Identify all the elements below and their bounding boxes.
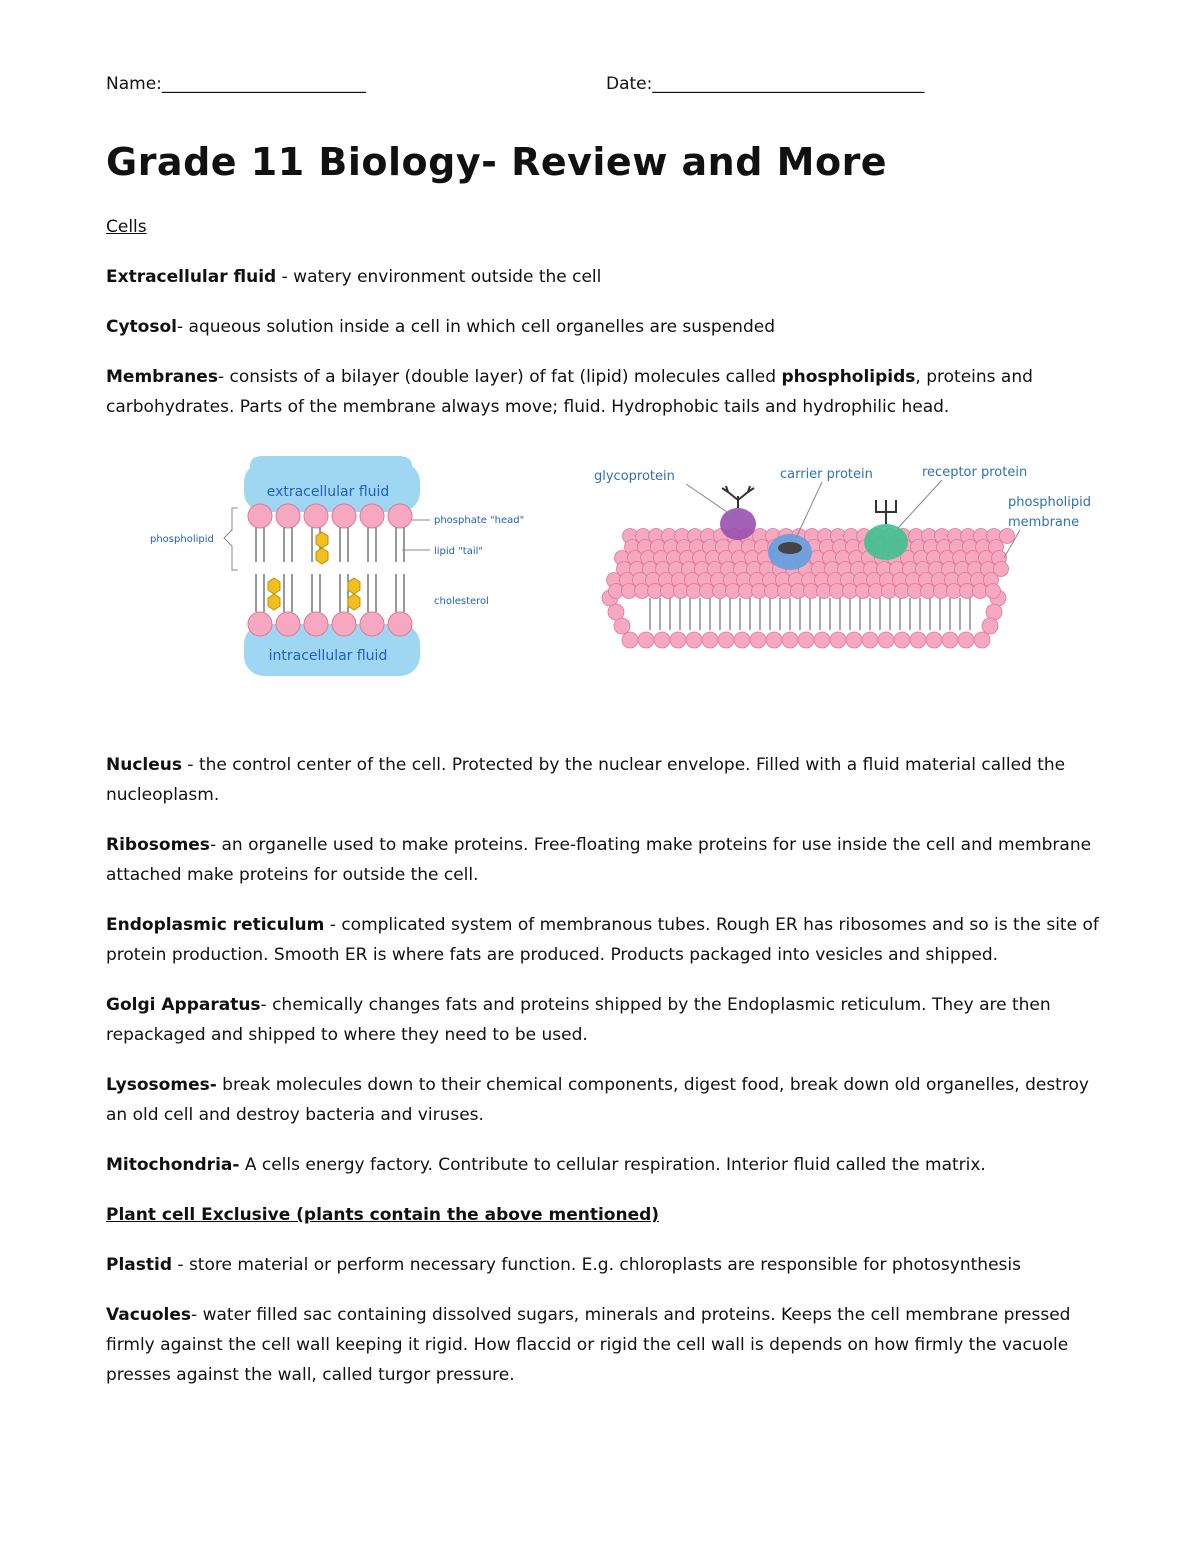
- cells-heading-text: Cells: [106, 217, 147, 237]
- bottom-head: [638, 632, 654, 648]
- cholesterol-3: [348, 578, 360, 610]
- bottom-head: [894, 632, 910, 648]
- definition-text: - aqueous solution inside a cell in which cell organelles are suspended: [177, 317, 775, 337]
- term: Golgi Apparatus: [106, 995, 261, 1015]
- bottom-head: [958, 632, 974, 648]
- bilayer-cross-section-diagram: [140, 452, 560, 684]
- plant-cell-heading-text: Plant cell Exclusive (plants contain the above mentioned): [106, 1205, 660, 1225]
- phosphate-head: [304, 504, 328, 528]
- definition-text: - the control center of the cell. Protected by the nuclear envelope. Filled with a fluid material called the nucleoplasm.: [106, 755, 1066, 805]
- side-head: [986, 604, 1002, 620]
- bottom-head: [862, 632, 878, 648]
- term: Lysosomes-: [106, 1075, 217, 1095]
- membrane-tails: [650, 598, 970, 630]
- bottom-head: [702, 632, 718, 648]
- phosphate-head: [276, 612, 300, 636]
- bottom-head: [926, 632, 942, 648]
- phosphate-head: [388, 612, 412, 636]
- bottom-head: [910, 632, 926, 648]
- term: Plastid: [106, 1255, 172, 1275]
- lipid-tail-label: lipid "tail": [434, 546, 484, 557]
- term: Vacuoles: [106, 1305, 192, 1325]
- definition-nucleus: [106, 750, 1106, 810]
- phosphate-head: [304, 612, 328, 636]
- definition-text: - an organelle used to make proteins. Free-floating make proteins for use inside the cell and membrane attached make proteins for outside the cell.: [106, 835, 1092, 885]
- fluid-mosaic-membrane-diagram: [590, 458, 1110, 672]
- carrier-channel: [778, 542, 802, 554]
- definition-golgi: [106, 990, 1106, 1050]
- extracellular-fluid-label: extracellular fluid: [266, 484, 390, 500]
- definition-text: - consists of a bilayer (double layer) of fat (lipid) molecules called: [217, 367, 782, 387]
- bottom-head: [830, 632, 846, 648]
- definition-text: - water filled sac containing dissolved sugars, minerals and proteins. Keeps the cell membrane pressed firmly against the cell wall keeping it rigid. How flaccid or rigid the cell wall is depends on how firmly the vacuole presses against the wall, called turgor pressure.: [106, 1305, 1071, 1385]
- term: Extracellular fluid: [106, 267, 277, 287]
- definition-text: A cells energy factory. Contribute to cellular respiration. Interior fluid called the matrix.: [239, 1155, 986, 1175]
- phosphate-head: [332, 612, 356, 636]
- phosphate-head: [276, 504, 300, 528]
- receptor-protein-shape: [864, 524, 908, 560]
- glycoprotein-sugar-chain: [722, 486, 754, 508]
- receptor-antenna: [876, 500, 896, 524]
- definition-mitochondria: [106, 1150, 1106, 1180]
- intracellular-fluid-label: intracellular fluid: [268, 648, 388, 664]
- bottom-head: [670, 632, 686, 648]
- definition-plastid: [106, 1250, 1106, 1280]
- term: Mitochondria-: [106, 1155, 240, 1175]
- top-head: [1000, 529, 1015, 544]
- carrier-protein-label: carrier protein: [780, 467, 873, 482]
- membrane-bottom-heads: [602, 590, 1006, 648]
- page-title: Grade 11 Biology- Review and More: [106, 140, 888, 184]
- section-heading-plant-cell: [106, 1200, 1106, 1230]
- bottom-head: [734, 632, 750, 648]
- definition-text: - chemically changes fats and proteins shipped by the Endoplasmic reticulum. They are then repackaged and shipped to where they need to be used.: [106, 995, 1051, 1045]
- membrane-top-heads: [607, 529, 1015, 599]
- definition-text: - store material or perform necessary function. E.g. chloroplasts are responsible for photosynthesis: [172, 1255, 1021, 1275]
- definition-vacuoles: [106, 1300, 1106, 1390]
- phosphate-head: [248, 612, 272, 636]
- glycoprotein-shape: [720, 508, 756, 540]
- side-head: [982, 618, 998, 634]
- bottom-head: [974, 632, 990, 648]
- receptor-pointer: [898, 480, 942, 528]
- definition-text: - watery environment outside the cell: [276, 267, 602, 287]
- term: Membranes: [106, 367, 218, 387]
- bottom-head: [798, 632, 814, 648]
- bottom-head: [814, 632, 830, 648]
- name-field-label[interactable]: Name:________________________: [106, 74, 366, 94]
- phosphate-head: [360, 504, 384, 528]
- cholesterol-2: [268, 578, 280, 610]
- phospholipid-membrane-label-line2: membrane: [1008, 515, 1080, 530]
- term: Cytosol: [106, 317, 177, 337]
- receptor-protein-label: receptor protein: [922, 465, 1028, 480]
- phospholipid-bracket: [224, 508, 238, 570]
- side-head: [614, 618, 630, 634]
- definition-ribosomes: [106, 830, 1106, 890]
- definition-text-cont: , proteins and carbohydrates. Parts of the membrane always move; fluid. Hydrophobic tails and hydrophilic head.: [106, 367, 1033, 417]
- phospholipid-membrane-label-line1: phospholipid: [1008, 495, 1092, 510]
- bottom-head: [654, 632, 670, 648]
- bottom-head: [750, 632, 766, 648]
- phosphate-head: [248, 504, 272, 528]
- bottom-head: [782, 632, 798, 648]
- definition-text: break molecules down to their chemical components, digest food, break down old organelles, destroy an old cell and destroy bacteria and viruses.: [106, 1075, 1089, 1125]
- bottom-head: [622, 632, 638, 648]
- bottom-head: [878, 632, 894, 648]
- term: Ribosomes: [106, 835, 210, 855]
- definition-text: - complicated system of membranous tubes. Rough ER has ribosomes and so is the site of protein production. Smooth ER is where fats are produced. Products packaged into vesicles and shipped.: [106, 915, 1099, 965]
- side-head: [608, 604, 624, 620]
- top-head: [986, 584, 1001, 599]
- section-heading-cells: [106, 212, 1106, 242]
- date-field-label[interactable]: Date:________________________________: [606, 74, 925, 94]
- cholesterol-molecules: [268, 532, 360, 610]
- definition-extracellular: [106, 262, 1106, 292]
- bottom-head: [686, 632, 702, 648]
- phosphate-head: [332, 504, 356, 528]
- bottom-head: [718, 632, 734, 648]
- definition-cytosol: [106, 312, 1106, 342]
- phosphate-head: [388, 504, 412, 528]
- bottom-head: [846, 632, 862, 648]
- bottom-head: [942, 632, 958, 648]
- bottom-head: [766, 632, 782, 648]
- definition-lysosomes: [106, 1070, 1106, 1130]
- phospholipid-label: phospholipid: [150, 534, 214, 545]
- definition-endoplasmic-reticulum: [106, 910, 1106, 970]
- definition-membranes: [106, 362, 1106, 422]
- glycoprotein-label: glycoprotein: [594, 469, 675, 484]
- cholesterol-label: cholesterol: [434, 596, 489, 607]
- cholesterol-1: [316, 532, 328, 564]
- phospholipids-bold: phospholipids: [781, 367, 916, 387]
- term: Endoplasmic reticulum: [106, 915, 325, 935]
- term: Nucleus: [106, 755, 182, 775]
- phosphate-heads: [248, 504, 412, 636]
- phosphate-head-label: phosphate "head": [434, 515, 525, 526]
- phosphate-head: [360, 612, 384, 636]
